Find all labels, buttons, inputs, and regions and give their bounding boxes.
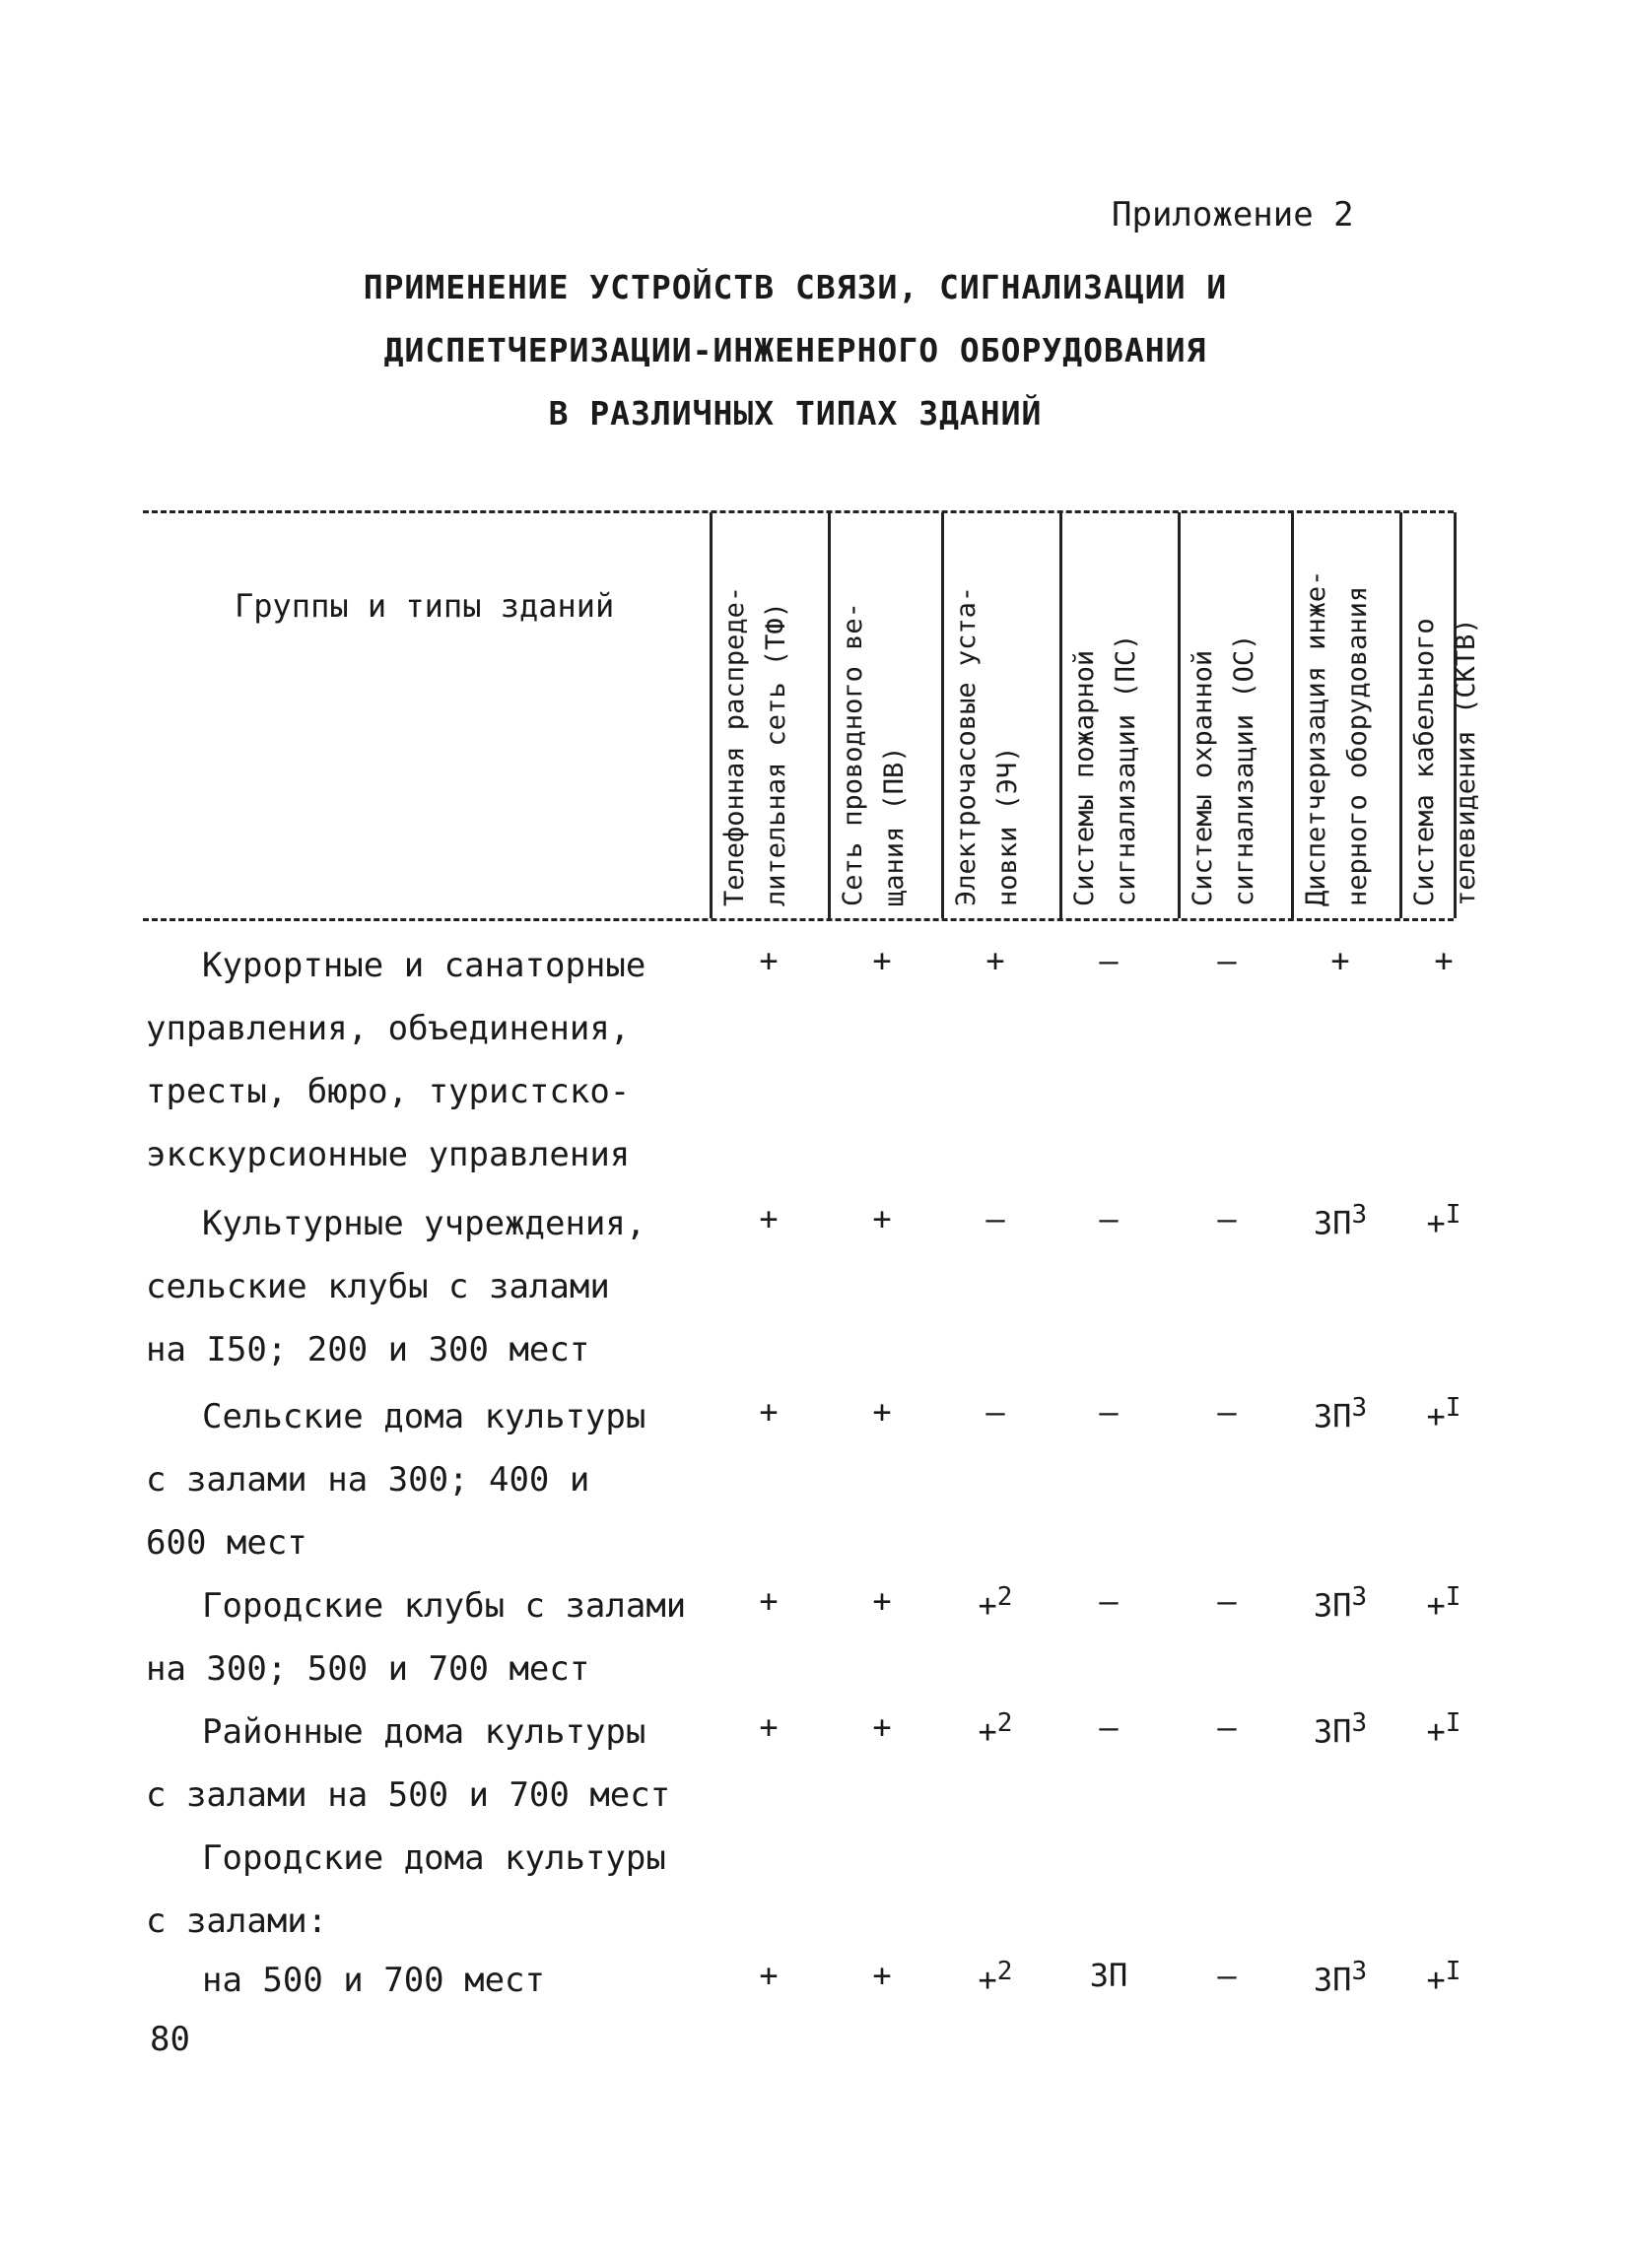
page-number: 80 (150, 2020, 190, 2059)
column-header-3-line1: Электрочасовые уста- (951, 585, 982, 906)
row-5-cell-7 (1404, 1708, 1483, 1751)
row-3-label-line-3: 600 мест (146, 1523, 307, 1563)
cell-value: + (1330, 942, 1350, 979)
column-divider (1059, 512, 1062, 918)
row-5-cell-1 (729, 1708, 808, 1746)
cell-value: + (978, 1586, 997, 1625)
row-3-cell-2 (843, 1393, 921, 1431)
row-7-label-line-1: на 500 и 700 мест (202, 1961, 545, 2000)
cell-value: + (978, 1961, 997, 1999)
row-3-cell-4 (1069, 1393, 1148, 1431)
row-3-cell-5 (1188, 1393, 1266, 1431)
cell-value: – (1217, 1957, 1237, 1994)
row-7-cell-7 (1404, 1957, 1483, 1999)
row-1-cell-1 (729, 942, 808, 979)
cell-value: – (1217, 1582, 1237, 1620)
row-3-cell-7 (1404, 1393, 1483, 1435)
cell-value: + (872, 1708, 892, 1746)
column-divider (828, 512, 831, 918)
column-header-5-line1: Системы охранной (1188, 649, 1218, 906)
cell-value: + (759, 1200, 779, 1237)
cell-footnote-mark: 2 (996, 1582, 1013, 1612)
column-divider (1399, 512, 1402, 918)
row-3-label-line-2: с залами на 300; 400 и (146, 1460, 590, 1500)
cell-value: – (1099, 1200, 1119, 1237)
cell-value: – (1099, 1582, 1119, 1620)
column-header-7-line2: телевидения (СКТВ) (1451, 618, 1481, 906)
cell-value: + (978, 1712, 997, 1751)
cell-value: + (985, 942, 1005, 979)
row-1-label-line-4: экскурсионные управления (146, 1135, 631, 1174)
cell-value: – (1217, 1708, 1237, 1746)
cell-footnote-mark: 3 (1351, 1582, 1368, 1612)
cell-value: – (1217, 942, 1237, 979)
row-4-cell-4 (1069, 1582, 1148, 1620)
row-3-cell-3 (956, 1393, 1035, 1431)
row-4-label-line-1: Городские клубы с залами (202, 1586, 687, 1626)
row-2-label-line-2: сельские клубы с залами (146, 1267, 610, 1306)
row-7-cell-4 (1069, 1957, 1148, 1994)
row-4-cell-2 (843, 1582, 921, 1620)
cell-footnote-mark: I (1445, 1393, 1461, 1423)
column-header-3-line2: новки (ЭЧ) (992, 746, 1023, 906)
cell-value: – (985, 1200, 1005, 1237)
cell-value: + (1426, 1712, 1446, 1751)
cell-footnote-mark: 3 (1351, 1708, 1368, 1738)
cell-value: ЗП (1089, 1957, 1128, 1994)
row-7-cell-6 (1301, 1957, 1380, 1999)
cell-value: ЗП (1313, 1586, 1352, 1625)
cell-value: + (759, 1708, 779, 1746)
column-divider (710, 512, 713, 918)
cell-value: ЗП (1313, 1961, 1352, 1999)
cell-value: + (759, 1957, 779, 1994)
column-header-4-line1: Системы пожарной (1069, 649, 1100, 906)
column-divider (1291, 512, 1294, 918)
column-header-5-line2: сигнализации (ОС) (1229, 634, 1259, 906)
cell-value: – (1099, 1393, 1119, 1431)
row-4-cell-3 (956, 1582, 1035, 1625)
row-5-cell-5 (1188, 1708, 1266, 1746)
row-2-cell-4 (1069, 1200, 1148, 1237)
column-header-1-line2: лительная сеть (ТФ) (761, 602, 791, 906)
row-5-cell-2 (843, 1708, 921, 1746)
title-line-2: ДИСПЕТЧЕРИЗАЦИИ-ИНЖЕНЕРНОГО ОБОРУДОВАНИЯ (383, 331, 1207, 369)
cell-footnote-mark: 3 (1351, 1957, 1368, 1986)
row-5-cell-3 (956, 1708, 1035, 1751)
cell-value: + (1434, 942, 1454, 979)
cell-footnote-mark: I (1445, 1200, 1461, 1230)
cell-value: – (985, 1393, 1005, 1431)
row-2-cell-3 (956, 1200, 1035, 1237)
cell-value: + (1426, 1961, 1446, 1999)
column-header-2-line1: Сеть проводного ве- (838, 602, 868, 906)
cell-value: – (1099, 1708, 1119, 1746)
cell-value: – (1217, 1200, 1237, 1237)
title-line-1: ПРИМЕНЕНИЕ УСТРОЙСТВ СВЯЗИ, СИГНАЛИЗАЦИИ И (363, 268, 1228, 306)
cell-value: ЗП (1313, 1712, 1352, 1751)
cell-footnote-mark: 3 (1351, 1393, 1368, 1423)
row-7-cell-5 (1188, 1957, 1266, 1994)
cell-value: + (759, 1393, 779, 1431)
row-2-cell-6 (1301, 1200, 1380, 1242)
title-line-3: В РАЗЛИЧНЫХ ТИПАХ ЗДАНИЙ (548, 394, 1043, 433)
row-2-cell-2 (843, 1200, 921, 1237)
column-divider (941, 512, 944, 918)
row-5-cell-4 (1069, 1708, 1148, 1746)
cell-footnote-mark: 3 (1351, 1200, 1368, 1230)
row-1-cell-2 (843, 942, 921, 979)
row-5-label-line-1: Районные дома культуры (202, 1712, 646, 1752)
row-5-label-line-2: с залами на 500 и 700 мест (146, 1775, 671, 1815)
cell-value: ЗП (1313, 1397, 1352, 1435)
cell-value: + (1426, 1204, 1446, 1242)
row-2-cell-5 (1188, 1200, 1266, 1237)
row-1-label-line-3: тресты, бюро, туристско- (146, 1072, 631, 1111)
row-5-cell-6 (1301, 1708, 1380, 1751)
row-1-label-line-2: управления, объединения, (146, 1009, 631, 1048)
cell-value: + (1426, 1397, 1446, 1435)
cell-value: – (1217, 1393, 1237, 1431)
row-1-label-line-1: Курортные и санаторные (202, 946, 646, 985)
cell-value: + (872, 1200, 892, 1237)
column-header-1-line1: Телефонная распреде- (719, 585, 750, 906)
row-2-cell-7 (1404, 1200, 1483, 1242)
cell-value: – (1099, 942, 1119, 979)
row-4-cell-1 (729, 1582, 808, 1620)
cell-value: + (759, 1582, 779, 1620)
row-4-cell-7 (1404, 1582, 1483, 1625)
cell-value: + (872, 1393, 892, 1431)
row-7-cell-1 (729, 1957, 808, 1994)
row-6-label-line-1: Городские дома культуры (202, 1838, 666, 1878)
row-6-label-line-2: с залами: (146, 1901, 328, 1941)
row-4-cell-6 (1301, 1582, 1380, 1625)
cell-footnote-mark: I (1445, 1957, 1461, 1986)
cell-footnote-mark: 2 (996, 1957, 1013, 1986)
cell-footnote-mark: I (1445, 1582, 1461, 1612)
row-2-label-line-1: Культурные учреждения, (202, 1204, 646, 1243)
row-4-label-line-2: на 300; 500 и 700 мест (146, 1649, 590, 1689)
cell-footnote-mark: 2 (996, 1708, 1013, 1738)
cell-value: + (872, 942, 892, 979)
column-header-6-line1: Диспетчеризация инже- (1301, 569, 1331, 906)
column-divider (1178, 512, 1181, 918)
row-1-cell-3 (956, 942, 1035, 979)
row-7-cell-2 (843, 1957, 921, 1994)
table-header-bottom-rule (143, 918, 1454, 921)
cell-footnote-mark: I (1445, 1708, 1461, 1738)
column-header-7-line1: Система кабельного (1409, 618, 1440, 906)
row-1-cell-7 (1404, 942, 1483, 979)
column-header-4-line2: сигнализации (ПС) (1111, 634, 1141, 906)
table-top-rule (143, 510, 1454, 513)
row-4-cell-5 (1188, 1582, 1266, 1620)
cell-value: + (759, 942, 779, 979)
cell-value: + (1426, 1586, 1446, 1625)
appendix-label: Приложение 2 (1112, 195, 1354, 234)
column-header-6-line2: нерного оборудования (1342, 585, 1373, 906)
row-3-label-line-1: Сельские дома культуры (202, 1397, 646, 1436)
cell-value: + (872, 1582, 892, 1620)
row-1-cell-6 (1301, 942, 1380, 979)
row-3-cell-1 (729, 1393, 808, 1431)
cell-value: ЗП (1313, 1204, 1352, 1242)
row-2-label-line-3: на I50; 200 и 300 мест (146, 1330, 590, 1369)
row-2-cell-1 (729, 1200, 808, 1237)
row-3-cell-6 (1301, 1393, 1380, 1435)
row-7-cell-3 (956, 1957, 1035, 1999)
row-1-cell-5 (1188, 942, 1266, 979)
column-header-2-line2: щания (ПВ) (879, 746, 910, 906)
cell-value: + (872, 1957, 892, 1994)
row-header-label: Группы и типы зданий (235, 587, 615, 625)
row-1-cell-4 (1069, 942, 1148, 979)
